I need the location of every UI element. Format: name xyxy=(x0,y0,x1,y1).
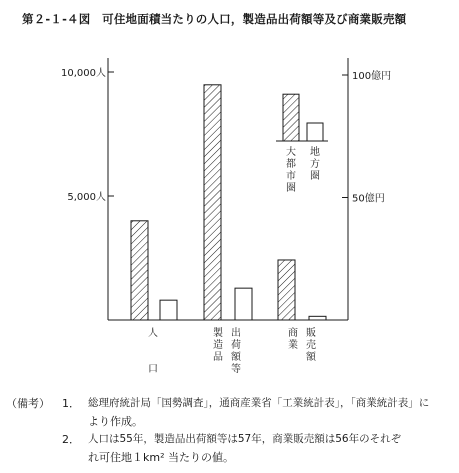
legend-label-metro: 圏 xyxy=(286,183,296,194)
category-label-commerce: 業 xyxy=(288,340,298,351)
note-1-line-2: より作成。 xyxy=(88,415,143,428)
category-label-commerce: 販 xyxy=(306,328,316,339)
category-label-manufacturing: 出 xyxy=(231,328,241,339)
category-label-population: 口 xyxy=(148,364,158,375)
category-label-commerce: 商 xyxy=(288,328,298,339)
category-label-manufacturing: 額 xyxy=(231,352,241,363)
legend-label-metro: 市 xyxy=(286,171,296,182)
category-label-commerce: 額 xyxy=(306,352,316,363)
bar-regional xyxy=(309,316,326,320)
legend-label-metro: 大 xyxy=(286,147,296,158)
category-label-commerce: 売 xyxy=(306,340,316,351)
legend-label-regional: 圏 xyxy=(310,171,320,182)
legend-swatch-regional xyxy=(307,123,323,141)
note-2-line-2: れ可住地１km² 当たりの値。 xyxy=(88,451,234,464)
left-axis-tick-label: 5,000人 xyxy=(67,192,106,203)
category-label-manufacturing: 品 xyxy=(213,352,223,363)
bar-regional xyxy=(235,288,252,320)
note-1-line-1: 総理府統計局「国勢調査」，通商産業省「工業統計表」，「商業統計表」に xyxy=(88,397,430,409)
legend-label-metro: 都 xyxy=(286,159,296,170)
legend-label-regional: 地 xyxy=(310,147,320,158)
right-axis-tick-label: 50億円 xyxy=(352,193,385,205)
note-2-line-1: 人口は55年，製造品出荷額等は57年，商業販売額は56年のそれぞ xyxy=(88,433,402,445)
notes-heading: （備考） xyxy=(6,397,50,410)
category-label-manufacturing: 造 xyxy=(213,340,223,351)
bar-regional xyxy=(160,300,177,320)
legend-swatch-metro xyxy=(283,94,299,141)
right-axis-tick-label: 100億円 xyxy=(352,71,392,82)
left-axis-tick-label: 10,000人 xyxy=(61,68,106,79)
note-1-number: 1． xyxy=(62,397,80,410)
category-label-manufacturing: 製 xyxy=(213,328,223,339)
bar-metro xyxy=(204,85,221,320)
legend-label-regional: 方 xyxy=(310,159,320,170)
category-label-manufacturing: 荷 xyxy=(231,340,241,351)
figure-title: 第２-１-４図 可住地面積当たりの人口，製造品出荷額等及び商業販売額 xyxy=(22,12,407,26)
note-2-number: 2． xyxy=(62,433,80,446)
category-label-manufacturing: 等 xyxy=(231,364,241,375)
bar-metro xyxy=(131,221,148,320)
category-label-population: 人 xyxy=(148,328,158,339)
bar-metro xyxy=(278,260,295,320)
